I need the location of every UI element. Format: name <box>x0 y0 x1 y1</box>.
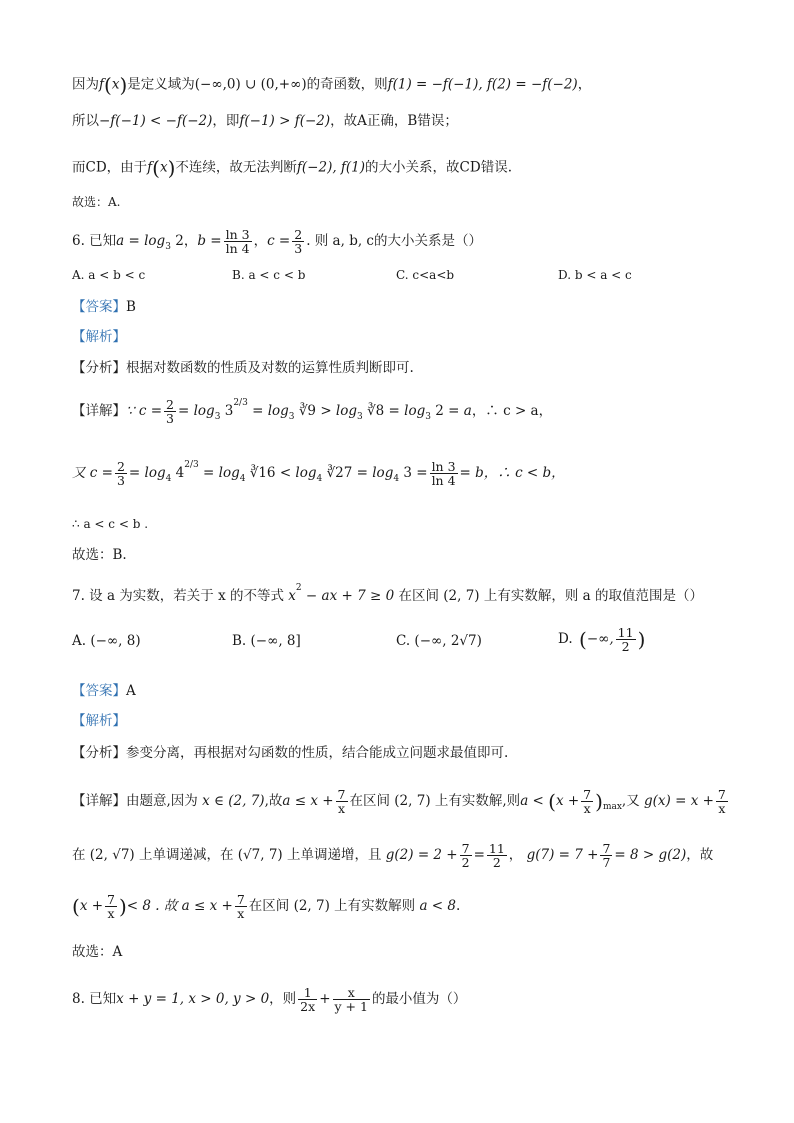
choose-7: 故选：A <box>72 944 123 960</box>
answer-7 <box>72 683 734 701</box>
text: ，则 <box>269 991 297 1008</box>
question-7: 7. 设 a 为实数，若关于 x 的不等式 $x^2$ − ax + 7 ≥ 0 在区间 (2, 7) 上有实数解，则 a 的取值范围是（） <box>72 583 703 604</box>
text: 在区间 <box>349 793 390 810</box>
fenxi-label: 【分析】 <box>72 745 126 761</box>
text: 的奇函数，则 <box>306 76 388 93</box>
text: 是定义域为 <box>127 76 195 93</box>
math: x + y = 1, x > 0, y > 0 <box>116 991 270 1008</box>
math-domain: (−∞,0) ∪ (0,+∞) <box>194 76 307 93</box>
text: 不连续，故无法判断 <box>175 159 297 176</box>
math: > log <box>320 403 358 420</box>
math: a = log <box>116 233 166 250</box>
answer-value: A <box>126 683 136 699</box>
text: 7. 设 a 为实数，若关于 x 的不等式 <box>72 588 284 604</box>
question-6: 6. 已知$a = \log_3 2$，b = $\frac{\ln 3}{\ln 4}$ ，c = $\frac{2}{3}$ . 则 a, b, c的大小关系是（） <box>72 227 482 257</box>
xiangjie-label: 【详解】 <box>72 793 126 810</box>
math-values: f(−2), f(1) <box>296 159 366 176</box>
answer-label: 【答案】 <box>72 683 126 699</box>
text: 而CD，由于 <box>72 159 148 176</box>
solution-line-3: 而CD，由于f(x)不连续，故无法判断f(−2), f(1)的大小关系，故CD错误. <box>72 156 512 180</box>
question-8: 8. 已知x + y = 1, x > 0, y > 0，则 $\frac{1}{2x}$ + $\frac{x}{y + 1}$ 的最小值为（） <box>72 985 467 1015</box>
math: = log <box>178 403 215 420</box>
detail-7-line-3: (x + $\frac{7}{x}$ )< 8 . 故 a ≤ x + $\frac{7}{x}$ 在区间 (2, 7) 上有实数解则 a < 8. <box>72 892 461 922</box>
math: ，∴ c > a， <box>471 403 553 420</box>
text: ,故 <box>264 793 283 810</box>
math: < 8 . 故 <box>126 898 178 915</box>
detail-6-line-2: 又 c = $\frac{2}{3}$ = $\log_4 4^{2/3} = \log_4$ ∛16 < $\log_4$ ∛27 = $\log_4 3$ = $\frac{\ln 3}{\ln 4}$ = b，∴ c < b， <box>72 459 565 489</box>
math-inequality: f(−1) > f(−2) <box>239 113 331 129</box>
math: c = <box>267 233 291 250</box>
choose-line: 故选：A. <box>72 195 121 209</box>
text: 上有实数解则 <box>334 898 416 915</box>
text: 上有实数解,则 <box>434 793 521 810</box>
text: ，故 <box>686 847 714 864</box>
fenxi-label: 【分析】 <box>72 360 126 376</box>
q7-option-a: A. (−∞, 8) <box>72 633 141 649</box>
text: ， <box>253 233 268 250</box>
text: 在区间 <box>248 898 290 915</box>
q7-option-c: C. (−∞, 2√7) <box>396 633 482 649</box>
q6-option-a: A. a < b < c <box>72 268 146 282</box>
q6-option-b: B. a < c < b <box>232 268 306 282</box>
jiexi-6 <box>72 329 734 347</box>
math: = b，∴ c < b， <box>459 465 565 482</box>
text: . 则 a, b, c的大小关系是（） <box>306 233 482 250</box>
text: . <box>456 898 461 915</box>
text: ， <box>183 233 198 250</box>
analysis-label: 【解析】 <box>72 713 126 729</box>
text: D. <box>558 631 573 648</box>
fenxi-7 <box>72 745 734 763</box>
text: ， <box>508 847 523 864</box>
answer-value: B <box>126 299 136 315</box>
text: 在 <box>72 847 86 864</box>
math: ∵ c = <box>126 403 163 420</box>
text: 由题意,因为 <box>126 793 198 810</box>
answer-label: 【答案】 <box>72 299 126 315</box>
text: ，即 <box>212 113 240 129</box>
text: 的大小关系，故CD错误. <box>365 159 512 176</box>
text: ，故A正确，B错误； <box>330 113 458 129</box>
text: 上单调递增，且 <box>286 847 382 864</box>
math: < log <box>279 465 317 482</box>
detail-7-line-1: 【详解】由题意,因为 x ∈ (2, 7),故a ≤ x + $\frac{7}{x}$ 在区间 (2, 7) 上有实数解,则a < (x + $\frac{7}{x}$ )$_{max}$,又 g(x) = x + $\frac{7}{x}$ <box>72 787 726 817</box>
text: 上有实数解，则 a 的取值范围是（） <box>483 588 703 604</box>
math: = log <box>388 403 426 420</box>
math-odd-relation: f(1) = −f(−1), f(2) = −f(−2) <box>387 76 578 93</box>
math: 又 c = <box>72 465 113 482</box>
math-inequality: −f(−1) < −f(−2) <box>99 113 213 129</box>
math: b = <box>197 233 222 250</box>
text: ， <box>577 76 592 93</box>
math: = log <box>356 465 394 482</box>
detail-6-line-1: 【详解】∵ c = $\frac{2}{3}$ = $\log_3 3^{2/3} = \log_3$ ∛9 > $\log_3$ ∛8 = $\log_3 2 = a$，∴ c > a， <box>72 397 553 427</box>
answer-6 <box>72 299 734 317</box>
choose-6: 故选：B. <box>72 547 127 563</box>
text: 因为 <box>72 76 99 93</box>
q6-option-d: D. b < a < c <box>558 268 632 282</box>
fenxi-text: 根据对数函数的性质及对数的运算性质判断即可. <box>126 360 414 376</box>
q7-option-b: B. (−∞, 8] <box>232 633 301 649</box>
text: 8. 已知 <box>72 991 117 1008</box>
detail-6-line-3: ∴ a < c < b . <box>72 517 149 531</box>
jiexi-7 <box>72 713 734 731</box>
fenxi-text: 参变分离，再根据对勾函数的性质，结合能成立问题求最值即可. <box>126 745 509 761</box>
analysis-label: 【解析】 <box>72 329 126 345</box>
detail-7-line-2: 在 (2, √7) 上单调递减，在 (√7, 7) 上单调递增，且 g(2) = 2 + $\frac{7}{2}$ = $\frac{11}{2}$ ， g(7) = 7 + $\frac{7}{7}$ = 8 > g(2)，故 <box>72 841 714 871</box>
solution-line-2 <box>72 113 734 131</box>
q7-option-d: D. (−∞, $\frac{11}{2}$ ) <box>558 625 646 655</box>
q6-option-c: C. c<a<b <box>396 268 455 282</box>
text: 的最小值为（） <box>371 991 467 1008</box>
text: 上单调递减，在 <box>138 847 234 864</box>
text: ,又 <box>621 793 640 810</box>
fenxi-6 <box>72 360 734 378</box>
text: 6. 已知 <box>72 233 117 250</box>
text: 所以 <box>72 113 99 129</box>
xiangjie-label: 【详解】 <box>72 403 126 420</box>
solution-line-1: 因为f(x)是定义域为(−∞,0) ∪ (0,+∞)的奇函数，则f(1) = −f(−1), f(2) = −f(−2)， <box>72 73 592 97</box>
text: 在区间 <box>398 588 439 604</box>
